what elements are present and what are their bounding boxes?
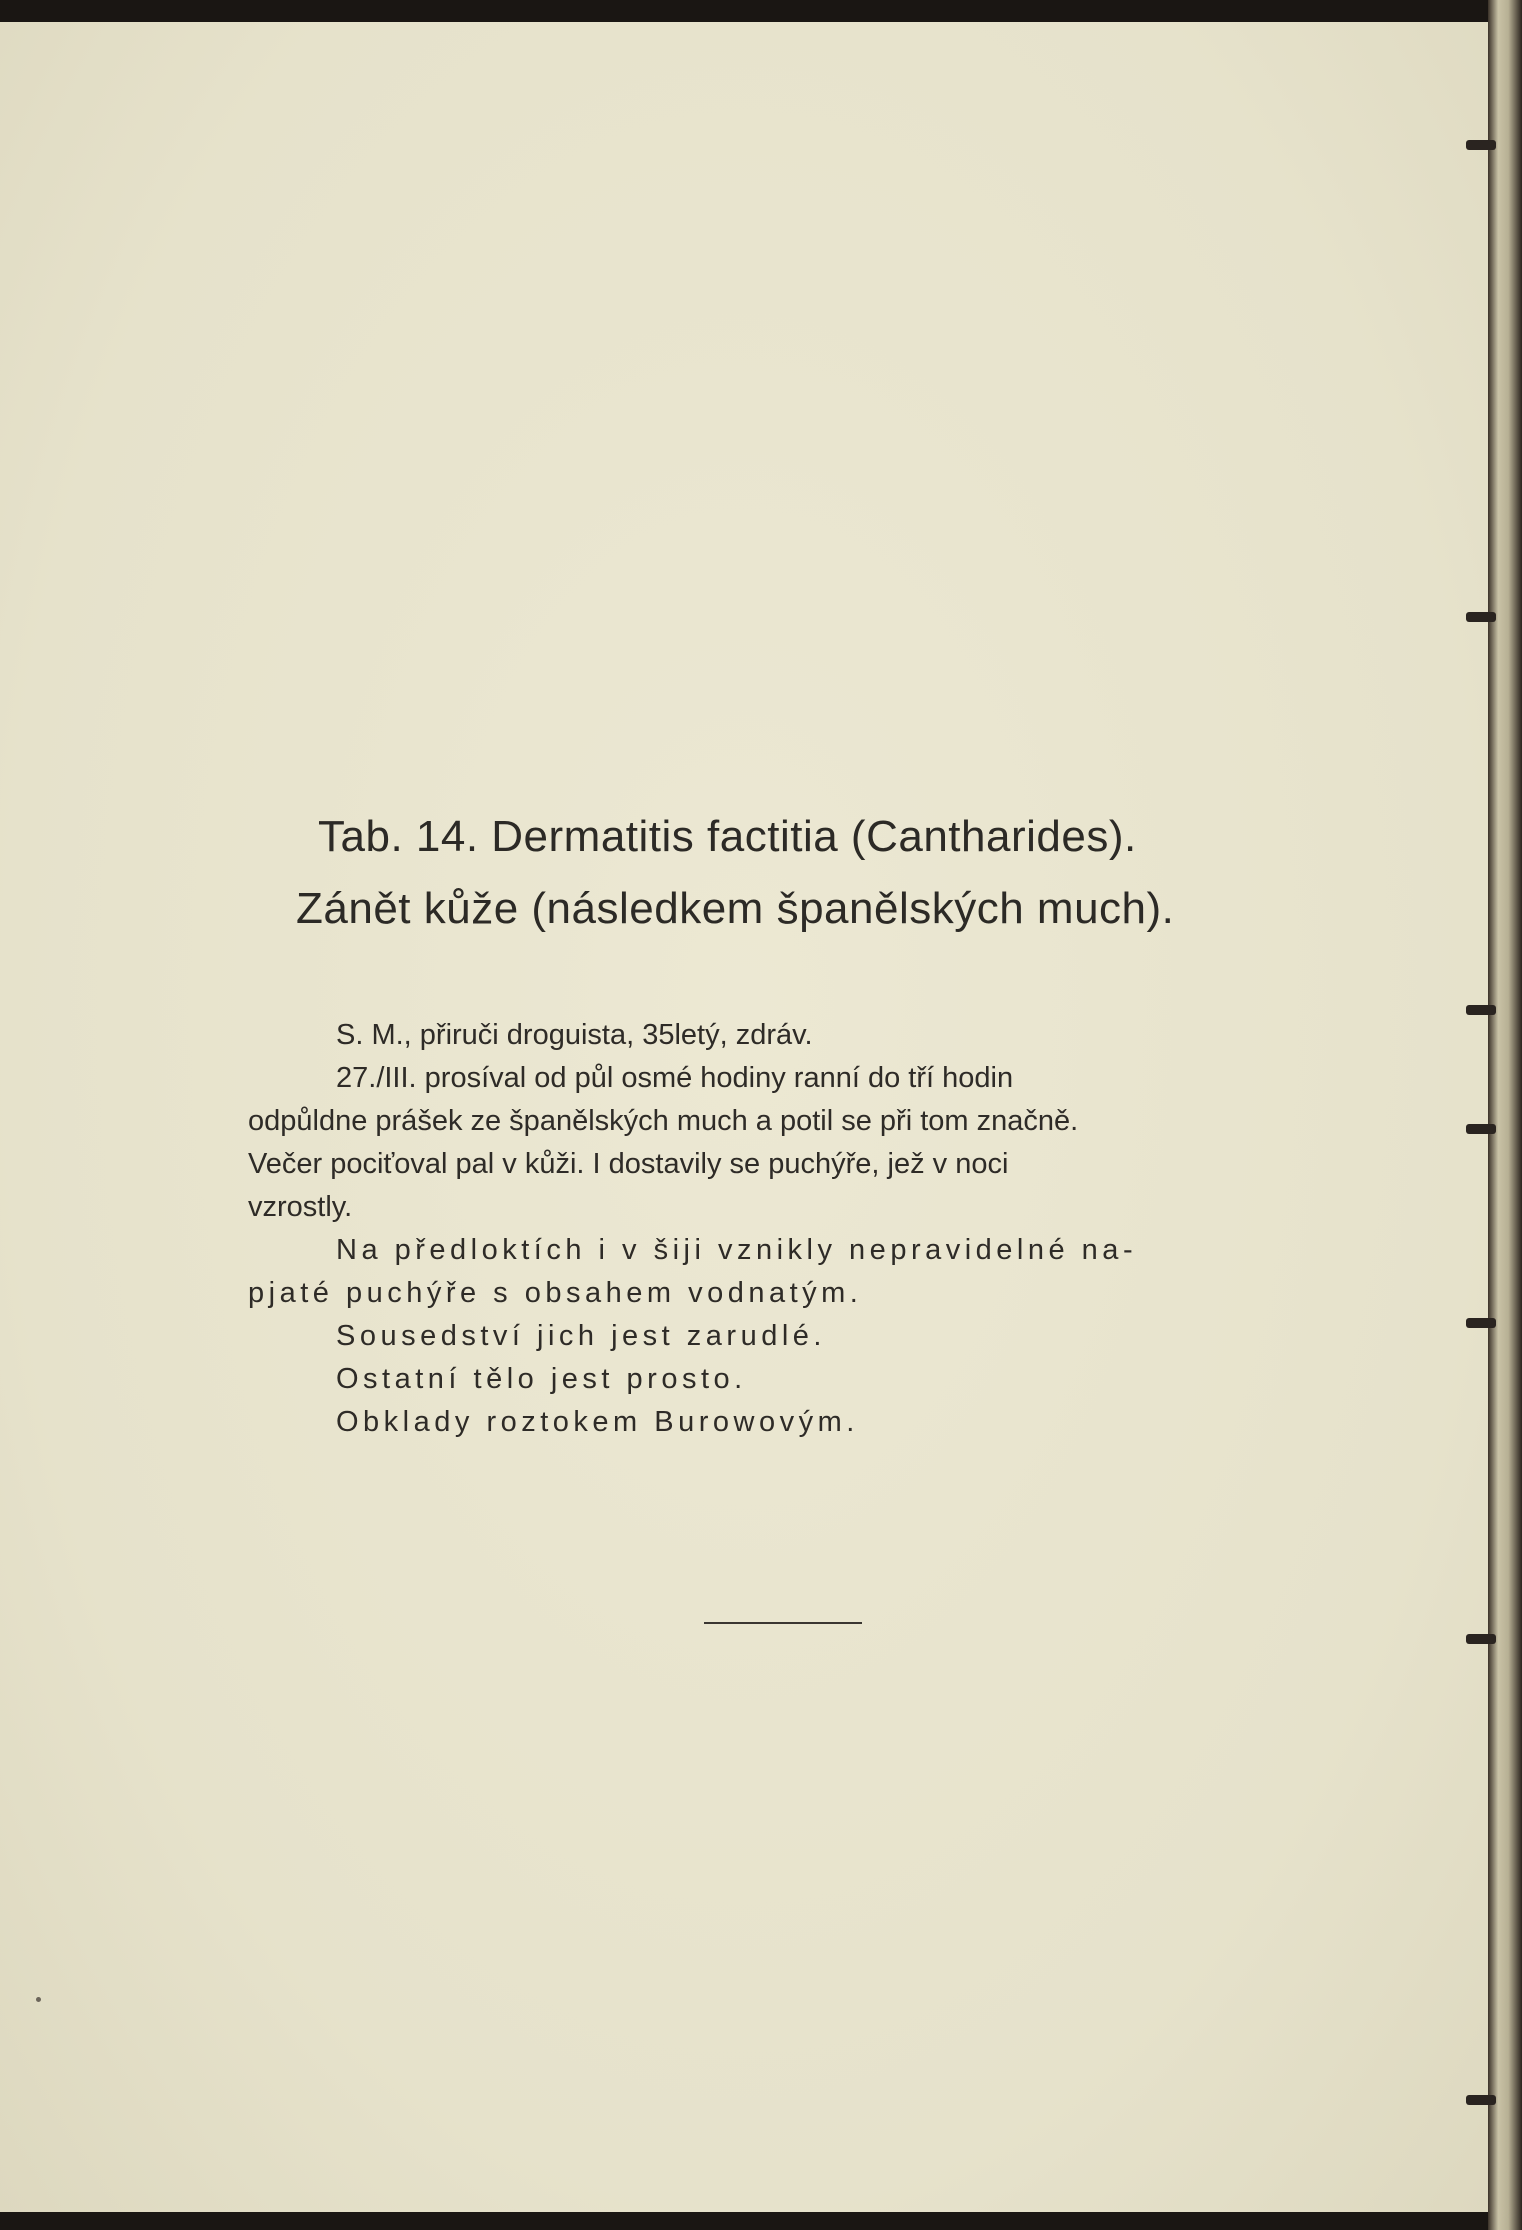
binding-mark <box>1466 1318 1496 1328</box>
findings-line: pjaté puchýře s obsahem vodnatým. <box>248 1277 863 1309</box>
findings-line: Na předloktích i v šiji vznikly nepravidelné na- <box>336 1234 1138 1266</box>
treatment-line: Obklady roztokem Burowovým. <box>336 1406 859 1438</box>
text-line: vzrostly. <box>248 1191 353 1223</box>
book-spine-edge <box>1488 0 1522 2230</box>
binding-mark <box>1466 1634 1496 1644</box>
case-description <box>248 1014 1328 1444</box>
findings-line: Sousedství jich jest zarudlé. <box>336 1320 826 1352</box>
findings-line: Ostatní tělo jest prosto. <box>336 1363 747 1395</box>
text-line: Večer pociťoval pal v kůži. I dostavily se puchýře, jež v noci <box>248 1148 1009 1180</box>
plate-subtitle: Zánět kůže (následkem španělských much). <box>296 884 1175 933</box>
plate-title: Tab. 14. Dermatitis factitia (Cantharides). <box>318 812 1137 861</box>
binding-mark <box>1466 1005 1496 1015</box>
closing-rule <box>704 1622 862 1624</box>
book-page <box>0 22 1488 2212</box>
patient-line: S. M., přiruči droguista, 35letý, zdráv. <box>336 1019 813 1051</box>
binding-mark <box>1466 140 1496 150</box>
text-line: odpůldne prášek ze španělských much a potil se při tom značně. <box>248 1105 1079 1137</box>
text-line <box>248 1057 1328 1100</box>
text-line-content: 27./III. prosíval od půl osmé hodiny ranní do tří hodin <box>336 1062 1014 1094</box>
binding-mark <box>1466 2095 1496 2105</box>
binding-mark <box>1466 612 1496 622</box>
binding-mark <box>1466 1124 1496 1134</box>
paper-speck <box>36 1997 41 2002</box>
